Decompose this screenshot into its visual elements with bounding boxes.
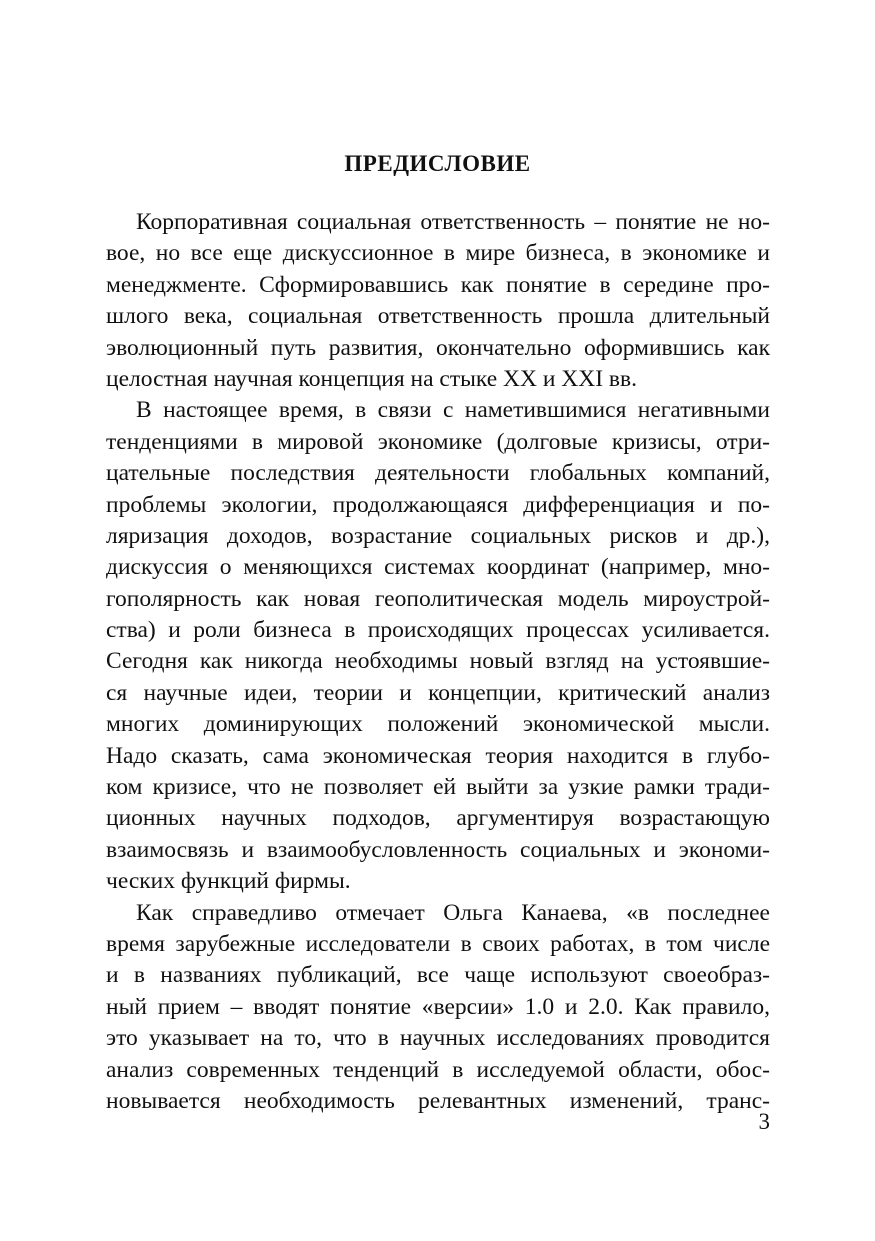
text-line: шлого века, социальная ответственность прошла длительный [106, 303, 770, 330]
text-line: время зарубежные исследователи в своих работах, в том числе [106, 930, 770, 957]
paragraph [106, 898, 770, 1118]
text-line: и в названиях публикаций, все чаще используют своеобраз- [106, 962, 770, 989]
text-line: Как справедливо отмечает Ольга Канаева, «в последнее [136, 899, 770, 926]
text-line: эволюционный путь развития, окончательно оформившись как [106, 334, 770, 361]
text-line: анализ современных тенденций в исследуемой области, обос- [106, 1056, 770, 1083]
text-line: В настоящее время, в связи с наметившимися негативными [136, 397, 770, 424]
text-line: Надо сказать, сама экономическая теория находится в глубо- [106, 742, 770, 769]
text-line: тенденциями в мировой экономике (долговые кризисы, отри- [106, 428, 770, 455]
text-line: менеджменте. Сформировавшись как понятие в середине про- [106, 271, 770, 298]
text-line: дискуссия о меняющихся системах координат (например, мно- [106, 554, 770, 581]
text-line: цательные последствия деятельности глобальных компаний, [106, 460, 770, 487]
text-line: новывается необходимость релевантных изменений, транс- [106, 1087, 770, 1114]
page-number: 3 [758, 1109, 770, 1134]
page-title: ПРЕДИСЛОВИЕ [344, 151, 531, 176]
text-line: ный прием – вводят понятие «версии» 1.0 и 2.0. Как правило, [106, 993, 770, 1020]
text-line: ляризация доходов, возрастание социальных рисков и др.), [106, 522, 770, 549]
text-line: ся научные идеи, теории и концепции, критический анализ [106, 679, 770, 706]
text-line: ства) и роли бизнеса в происходящих процессах усиливается. [106, 617, 770, 644]
text-line: Сегодня как никогда необходимы новый взгляд на устоявшие- [106, 648, 770, 675]
text-line: проблемы экологии, продолжающаяся дифференциация и по- [106, 491, 770, 518]
text-line: гополярность как новая геополитическая модель мироустрой- [106, 585, 770, 612]
text-line: многих доминирующих положений экономической мысли. [106, 711, 770, 738]
text-line: взаимосвязь и взаимообусловленность социальных и экономи- [106, 836, 770, 863]
text-line: ком кризисе, что не позволяет ей выйти за узкие рамки тради- [106, 774, 770, 801]
text-line: целостная научная концепция на стыке XX и XXI вв. [106, 365, 637, 392]
text-line: Корпоративная социальная ответственность – понятие не но- [136, 209, 770, 235]
paragraph [106, 395, 770, 897]
text-line: вое, но все еще дискуссионное в мире бизнеса, в экономике и [106, 240, 770, 267]
body-text [106, 207, 770, 1117]
text-line: ционных научных подходов, аргументируя возрастающую [106, 805, 770, 832]
text-line: ческих функций фирмы. [106, 868, 351, 895]
paragraph [106, 207, 770, 395]
text-line: это указывает на то, что в научных исследованиях проводится [106, 1025, 770, 1052]
